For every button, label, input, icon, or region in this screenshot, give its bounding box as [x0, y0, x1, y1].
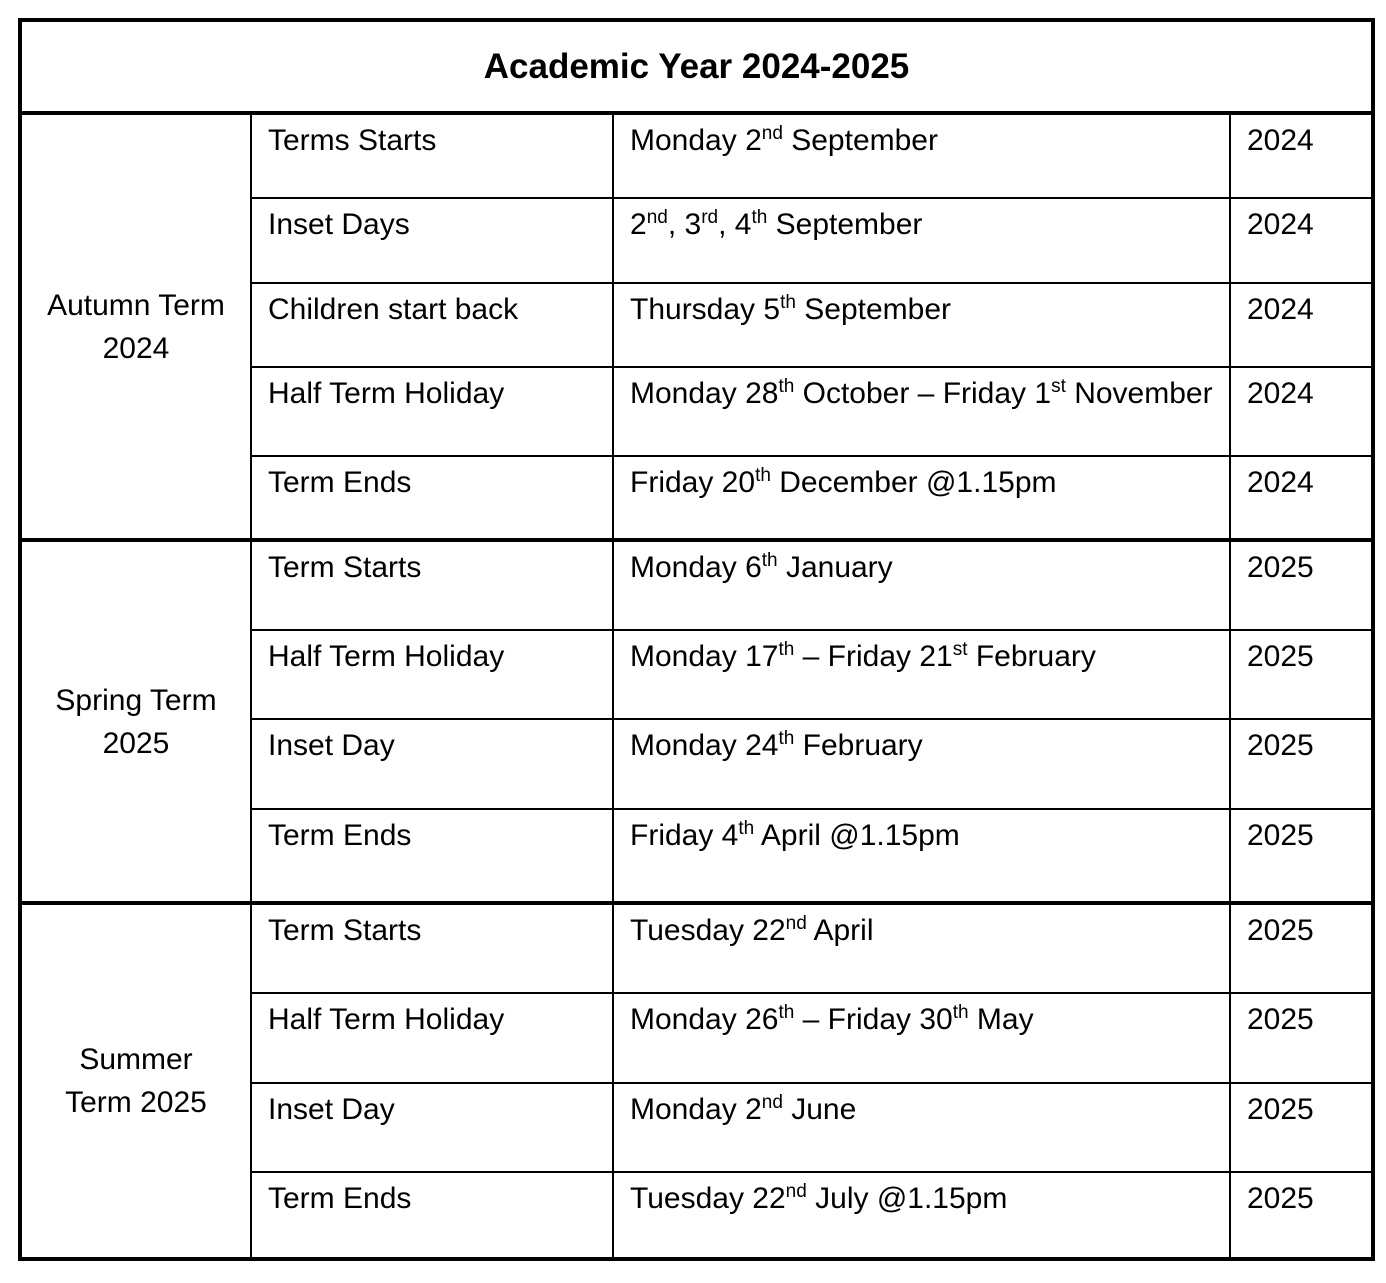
date-text: Thursday 5	[630, 293, 781, 326]
year-cell: 2025	[1230, 993, 1373, 1083]
date-ordinal-suffix: th	[952, 1002, 969, 1023]
term-name-line: Term 2025	[65, 1086, 207, 1119]
event-cell: Term Starts	[251, 540, 613, 630]
date-text: Monday 24	[630, 729, 779, 762]
date-text: Friday 4	[630, 819, 739, 852]
event-cell: Term Ends	[251, 456, 613, 540]
date-text: Tuesday 22	[630, 914, 786, 947]
year-cell: 2024	[1230, 113, 1373, 198]
term-name-cell	[20, 903, 251, 1259]
date-text: February	[967, 640, 1096, 673]
date-ordinal-suffix: rd	[701, 207, 719, 228]
date-text: May	[968, 1003, 1034, 1036]
year-cell: 2025	[1230, 719, 1373, 809]
date-text: Monday 28	[630, 377, 779, 410]
date-ordinal-suffix: th	[778, 728, 795, 749]
date-ordinal-suffix: nd	[785, 1181, 807, 1202]
date-cell	[613, 198, 1230, 283]
date-ordinal-suffix: th	[755, 465, 771, 486]
date-text: – Friday 30	[794, 1003, 953, 1036]
term-name-line: Spring Term	[55, 683, 217, 717]
date-cell	[613, 809, 1230, 903]
date-cell	[613, 283, 1230, 367]
date-cell	[613, 903, 1230, 993]
date-text: September	[767, 208, 923, 241]
table-row	[20, 903, 1373, 993]
date-text: January	[777, 551, 893, 584]
event-cell: Inset Day	[251, 1083, 613, 1172]
year-cell: 2025	[1230, 540, 1373, 630]
table-row	[20, 540, 1373, 630]
date-text: , 3	[667, 208, 702, 241]
year-cell: 2025	[1230, 1083, 1373, 1172]
table-body	[20, 113, 1373, 1259]
date-ordinal-suffix: th	[778, 1002, 795, 1023]
date-text: October – Friday 1	[794, 377, 1052, 410]
date-ordinal-suffix: nd	[761, 123, 783, 144]
date-cell	[613, 1172, 1230, 1259]
term-dates-table	[18, 18, 1375, 1261]
event-cell: Half Term Holiday	[251, 993, 613, 1083]
year-cell: 2024	[1230, 456, 1373, 540]
date-cell	[613, 719, 1230, 809]
date-ordinal-suffix: th	[778, 376, 795, 397]
date-text: Monday 2	[630, 1093, 762, 1126]
date-ordinal-suffix: th	[761, 550, 778, 571]
date-cell	[613, 367, 1230, 456]
date-text: Monday 17	[630, 640, 779, 673]
year-cell: 2024	[1230, 367, 1373, 456]
date-text: April @1.15pm	[754, 819, 960, 852]
date-text: February	[794, 729, 923, 762]
term-name-cell	[20, 540, 251, 903]
term-name-line: 2024	[102, 331, 170, 365]
date-text: Monday 2	[630, 124, 762, 157]
event-cell: Half Term Holiday	[251, 367, 613, 456]
year-cell: 2025	[1230, 809, 1373, 903]
table-row	[20, 113, 1373, 198]
term-name-line: Autumn Term	[47, 288, 225, 322]
event-cell: Inset Day	[251, 719, 613, 809]
date-cell	[613, 630, 1230, 719]
date-cell	[613, 456, 1230, 540]
term-name-cell	[20, 113, 251, 540]
date-ordinal-suffix: nd	[761, 1092, 783, 1113]
year-cell: 2025	[1230, 1172, 1373, 1259]
date-text: December @1.15pm	[770, 466, 1057, 499]
term-name-line: 2025	[102, 726, 170, 760]
term-name-line: Summer	[79, 1043, 193, 1076]
year-cell: 2025	[1230, 630, 1373, 719]
date-text: Monday 6	[630, 551, 762, 584]
date-ordinal-suffix: th	[780, 292, 796, 313]
date-text: – Friday 21	[794, 640, 953, 673]
page-title: Academic Year 2024-2025	[20, 20, 1373, 113]
title-row	[20, 20, 1373, 113]
year-cell: 2024	[1230, 198, 1373, 283]
date-cell	[613, 540, 1230, 630]
date-ordinal-suffix: nd	[646, 207, 668, 228]
event-cell: Inset Days	[251, 198, 613, 283]
date-cell	[613, 993, 1230, 1083]
date-text: Tuesday 22	[630, 1182, 786, 1215]
date-text: September	[795, 293, 952, 326]
event-cell: Term Ends	[251, 809, 613, 903]
date-ordinal-suffix: th	[778, 639, 795, 660]
date-text: 2	[630, 208, 647, 241]
date-ordinal-suffix: st	[952, 639, 968, 660]
date-ordinal-suffix: st	[1051, 376, 1066, 397]
date-ordinal-suffix: th	[751, 207, 768, 228]
date-text: April	[806, 914, 874, 947]
year-cell: 2025	[1230, 903, 1373, 993]
date-text: June	[782, 1093, 857, 1126]
event-cell: Half Term Holiday	[251, 630, 613, 719]
year-cell: 2024	[1230, 283, 1373, 367]
date-text: Friday 20	[630, 466, 756, 499]
date-ordinal-suffix: th	[738, 818, 755, 839]
event-cell: Term Ends	[251, 1172, 613, 1259]
date-ordinal-suffix: nd	[785, 913, 807, 934]
date-text: Monday 26	[630, 1003, 779, 1036]
event-cell: Children start back	[251, 283, 613, 367]
date-text: July @1.15pm	[806, 1182, 1008, 1215]
date-cell	[613, 1083, 1230, 1172]
date-text: November	[1065, 377, 1213, 410]
event-cell: Terms Starts	[251, 113, 613, 198]
event-cell: Term Starts	[251, 903, 613, 993]
date-text: , 4	[718, 208, 752, 241]
date-cell	[613, 113, 1230, 198]
date-text: September	[782, 124, 938, 157]
